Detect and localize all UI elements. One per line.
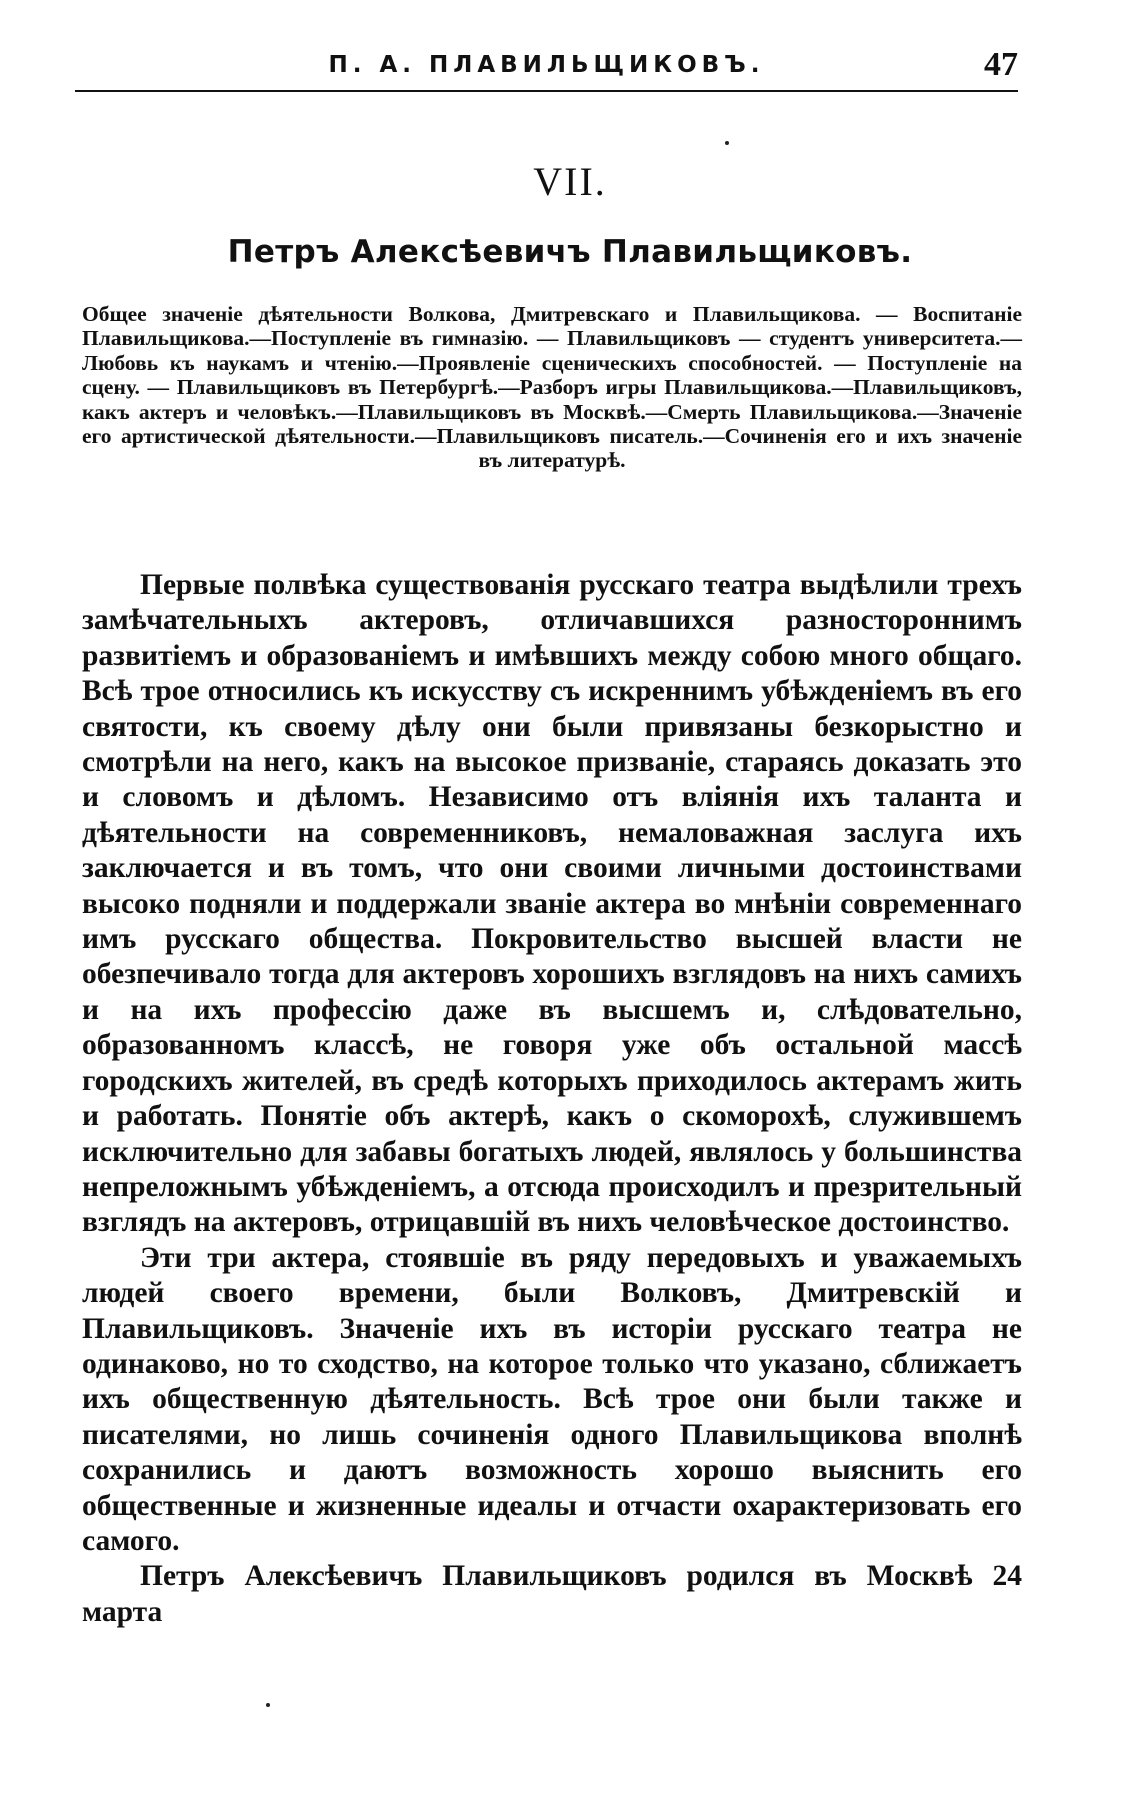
paragraph: Эти три актера, стоявшіе въ ряду передовыхъ и уважаемыхъ людей своего времени, были Волковъ, Дмитревскій и Плавильщиковъ. Значеніе ихъ въ исторіи русскаго театра не одинаково, но то сходство, на которое только что указано, сближаетъ ихъ общественную дѣятельность. Всѣ трое они были также и писателями, но лишь сочиненія одного Плавильщикова вполнѣ сохранились и даютъ возможность хорошо выяснить его общественные и жизненные идеалы и отчасти охарактеризовать его самого. xyxy=(82,1241,1022,1557)
chapter-title: Петръ Алексѣевичъ Плавильщиковъ. xyxy=(227,234,913,270)
running-head xyxy=(75,46,1018,96)
paragraph: Петръ Алексѣевичъ Плавильщиковъ родился въ Москвѣ 24 марта xyxy=(82,1560,1022,1628)
page-number: 47 xyxy=(984,46,1018,83)
chapter-summary: Общее значеніе дѣятельности Волкова, Дмитревскаго и Плавильщикова. — Воспитаніе Плавильщикова.—Поступленіе въ гимназію. — Плавильщиковъ — студентъ университета.—Любовь къ наукамъ и чтенію.—Проявленіе сценическихъ способностей. — Поступленіе на сцену. — Плавильщиковъ въ Петербургѣ.—Разборъ игры Плавильщикова.—Плавильщиковъ, какъ актеръ и человѣкъ.—Плавильщиковъ въ Москвѣ.—Смерть Плавильщикова.—Значеніе его артистической дѣятельности.—Плавильщиковъ писатель.—Сочиненія его и ихъ значеніе въ литературѣ. xyxy=(82,302,1022,473)
body-text xyxy=(82,568,1022,1630)
print-speck xyxy=(725,141,729,145)
print-speck xyxy=(266,1703,270,1707)
running-title: П. А. ПЛАВИЛЬЩИКОВЪ. xyxy=(328,52,765,78)
chapter-number: VII. xyxy=(533,159,607,204)
header-rule xyxy=(75,90,1018,92)
paragraph: Первые полвѣка существованія русскаго театра выдѣлили трехъ замѣчательныхъ актеровъ, отличавшихся разностороннимъ развитіемъ и образованіемъ и имѣвшихъ между собою много общаго. Всѣ трое относились къ искусству съ искреннимъ убѣжденіемъ въ его святости, къ своему дѣлу они были привязаны безкорыстно и смотрѣли на него, какъ на высокое призваніе, стараясь доказать это и словомъ и дѣломъ. Независимо отъ вліянія ихъ таланта и дѣятельности на современниковъ, немаловажная заслуга ихъ заключается и въ томъ, что они своими личными достоинствами высоко подняли и поддержали званіе актера во мнѣніи современнаго имъ русскаго общества. Покровительство высшей власти не обезпечивало тогда для актеровъ хорошихъ взглядовъ на нихъ самихъ и на ихъ профессію даже въ высшемъ и, слѣдовательно, образованномъ классѣ, не говоря уже объ остальной массѣ городскихъ жителей, въ средѣ которыхъ приходилось актерамъ жить и работать. Понятіе объ актерѣ, какъ о скоморохѣ, служившемъ исключительно для забавы богатыхъ людей, являлось у большинства непреложнымъ убѣжденіемъ, а отсюда происходилъ и презрительный взглядъ на актеровъ, отрицавшій въ нихъ человѣческое достоинство. xyxy=(82,569,1022,1239)
